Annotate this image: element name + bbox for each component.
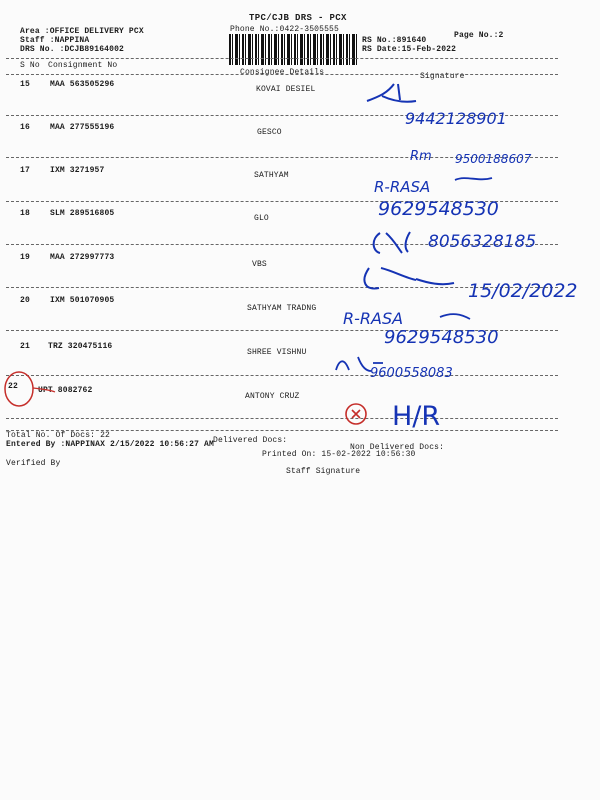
- row-20-phone: 9629548530: [384, 327, 499, 348]
- row-consignment-number: MAA 563505296: [50, 80, 115, 89]
- delivered-docs: Delivered Docs:: [213, 436, 288, 445]
- verified-by: Verified By: [6, 459, 61, 468]
- row-consignment-number: IXM 3271957: [50, 166, 105, 175]
- row-19-signature-scribble: [364, 268, 454, 289]
- row-serial-number: 19: [20, 253, 30, 262]
- row-16-phone: 9500188607: [455, 152, 532, 166]
- row-17-name: R-RASA: [374, 178, 431, 196]
- row-15-phone: 9442128901: [405, 109, 507, 128]
- column-consignee: Consignee Details: [240, 68, 325, 77]
- row-17-signature-tail: [455, 178, 492, 180]
- row-serial-number: 15: [20, 80, 30, 89]
- row-22-arrow-mark: [33, 388, 55, 392]
- row-consignee: SATHYAM: [254, 171, 289, 180]
- row-consignee: SHREE VISHNU: [247, 348, 307, 357]
- column-signature: Signature: [420, 72, 465, 81]
- non-delivered-docs: Non Delivered Docs:: [350, 443, 445, 452]
- row-consignee: ANTONY CRUZ: [245, 392, 300, 401]
- drs-number: DRS No. :DCJB89164002: [20, 45, 124, 54]
- entered-by: Entered By :NAPPINAX 2/15/2022 10:56:27 AM: [6, 440, 214, 449]
- printed-on: Printed On: 15-02-2022 10:56:30: [262, 450, 416, 459]
- document-title: TPC/CJB DRS - PCX: [249, 13, 347, 23]
- row-consignee: KOVAI DESIEL: [256, 85, 316, 94]
- row-consignee: SATHYAM TRADNG: [247, 304, 317, 313]
- row-serial-number: 17: [20, 166, 30, 175]
- row-consignee: GESCO: [257, 128, 282, 137]
- row-17-phone: 9629548530: [378, 198, 499, 220]
- phone-number: Phone No.:0422-3505555: [230, 25, 339, 34]
- row-21-phone: 9600558083: [370, 366, 453, 381]
- row-serial-number: 22: [8, 382, 18, 391]
- row-18-phone: 8056328185: [428, 232, 537, 252]
- row-18-signature-scribble: [374, 232, 410, 253]
- row-20-name: R-RASA: [343, 309, 404, 328]
- row-consignee: GLO: [254, 214, 269, 223]
- staff-label: Staff :NAPPINA: [20, 36, 90, 45]
- column-consignment: Consignment No: [48, 61, 118, 70]
- row-consignment-number: IXM 501070905: [50, 296, 115, 305]
- row-serial-number: 16: [20, 123, 30, 132]
- row-serial-number: 21: [20, 342, 30, 351]
- total-docs: Total No. Of Docs: 22: [6, 431, 110, 440]
- row-serial-number: 18: [20, 209, 30, 218]
- row-consignment-number: MAA 272997773: [50, 253, 115, 262]
- row-19-date: 15/02/2022: [468, 280, 578, 302]
- row-serial-number: 20: [20, 296, 30, 305]
- row-20-signature-tail: [440, 314, 470, 319]
- row-22-red-cross: [352, 410, 360, 418]
- rs-date: RS Date:15-Feb-2022: [362, 45, 457, 54]
- row-consignee: VBS: [252, 260, 267, 269]
- row-16-mark: Rm: [410, 149, 432, 164]
- page-number: Page No.:2: [454, 31, 504, 40]
- rs-number: RS No.:891640: [362, 36, 427, 45]
- row-22-mark: H/R: [392, 401, 441, 432]
- area-label: Area :OFFICE DELIVERY PCX: [20, 27, 144, 36]
- column-sno: S No: [20, 61, 40, 70]
- row-consignment-number: MAA 277555196: [50, 123, 115, 132]
- row-consignment-number: UPT 8082762: [38, 386, 93, 395]
- row-consignment-number: TRZ 320475116: [48, 342, 113, 351]
- row-consignment-number: SLM 289516805: [50, 209, 115, 218]
- staff-signature-label: Staff Signature: [286, 467, 361, 476]
- row-15-signature-scribble: [367, 84, 416, 102]
- row-22-circle-mark: [5, 372, 33, 406]
